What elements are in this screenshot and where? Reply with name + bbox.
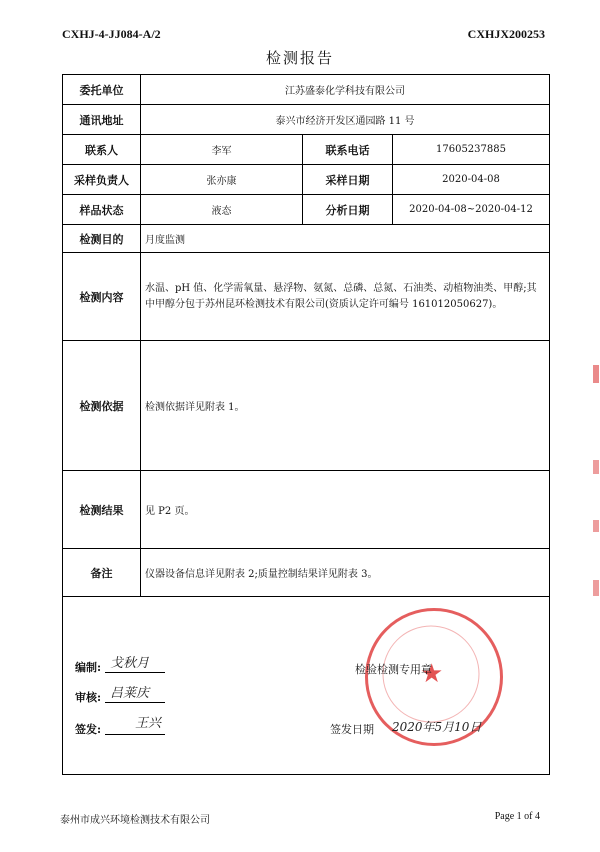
basis-label: 检测依据 xyxy=(63,341,141,471)
table-row xyxy=(63,253,550,341)
page-title: 检测报告 xyxy=(265,49,334,67)
table-row xyxy=(63,195,550,225)
issue-date-label: 签发日期 xyxy=(330,723,374,736)
address-value: 泰兴市经济开发区通园路 11 号 xyxy=(141,105,550,135)
table-row xyxy=(63,341,550,471)
purpose-value: 月度监测 xyxy=(141,225,550,253)
content-label: 检测内容 xyxy=(63,253,141,341)
contact-value: 李军 xyxy=(141,135,303,165)
address-label: 通讯地址 xyxy=(63,105,141,135)
analysis-date-value: 2020-04-08~2020-04-12 xyxy=(393,195,550,225)
reviewer-label: 审核: xyxy=(75,691,102,704)
result-value: 见 P2 页。 xyxy=(141,471,550,549)
page-number: Page 1 of 4 xyxy=(494,811,540,822)
phone-label: 联系电话 xyxy=(303,135,393,165)
phone-value: 17605237885 xyxy=(393,135,550,165)
compiler-signature: 戈秋月 xyxy=(110,656,150,671)
remark-value: 仪器设备信息详见附表 2;质量控制结果详见附表 3。 xyxy=(141,549,550,597)
reviewer-signature: 吕莱庆 xyxy=(110,686,150,701)
table-row xyxy=(63,165,550,195)
table-row xyxy=(63,105,550,135)
sample-date-value: 2020-04-08 xyxy=(393,165,550,195)
sample-state-label: 样品状态 xyxy=(63,195,141,225)
seal-star-icon: ★ xyxy=(420,659,444,689)
remark-label: 备注 xyxy=(63,549,141,597)
document-code-left: CXHJ-4-JJ084-A/2 xyxy=(62,27,161,41)
table-row xyxy=(63,225,550,253)
sample-date-label: 采样日期 xyxy=(303,165,393,195)
issuer-label: 签发: xyxy=(75,723,102,736)
issue-date-value: 2020年5月10日 xyxy=(392,720,482,734)
basis-value: 检测依据详见附表 1。 xyxy=(141,341,550,471)
table-row xyxy=(63,135,550,165)
compiler-line xyxy=(105,672,165,673)
table-row xyxy=(63,75,550,105)
table-row xyxy=(63,549,550,597)
content-value: 水温、pH 值、化学需氧量、悬浮物、氨氮、总磷、总氮、石油类、动植物油类、甲醇;其中甲醇分包于苏州昆环检测技术有限公司(资质认定许可编号 161012050627)。 xyxy=(141,253,550,341)
sample-state-value: 液态 xyxy=(141,195,303,225)
purpose-label: 检测目的 xyxy=(63,225,141,253)
client-value: 江苏盛泰化学科技有限公司 xyxy=(141,75,550,105)
client-label: 委托单位 xyxy=(63,75,141,105)
seal-label: 检验检测专用章 xyxy=(355,663,432,676)
document-code-right: CXHJX200253 xyxy=(467,27,545,41)
sampler-value: 张亦康 xyxy=(141,165,303,195)
analysis-date-label: 分析日期 xyxy=(303,195,393,225)
table-row xyxy=(63,471,550,549)
issuer-signature: 王兴 xyxy=(135,716,162,731)
compiler-label: 编制: xyxy=(75,661,102,674)
issuer-line xyxy=(105,734,165,735)
footer-company: 泰州市成兴环境检测技术有限公司 xyxy=(60,815,210,826)
contact-label: 联系人 xyxy=(63,135,141,165)
reviewer-line xyxy=(105,702,165,703)
result-label: 检测结果 xyxy=(63,471,141,549)
sampler-label: 采样负责人 xyxy=(63,165,141,195)
stamp-bleed-edge xyxy=(592,0,600,848)
